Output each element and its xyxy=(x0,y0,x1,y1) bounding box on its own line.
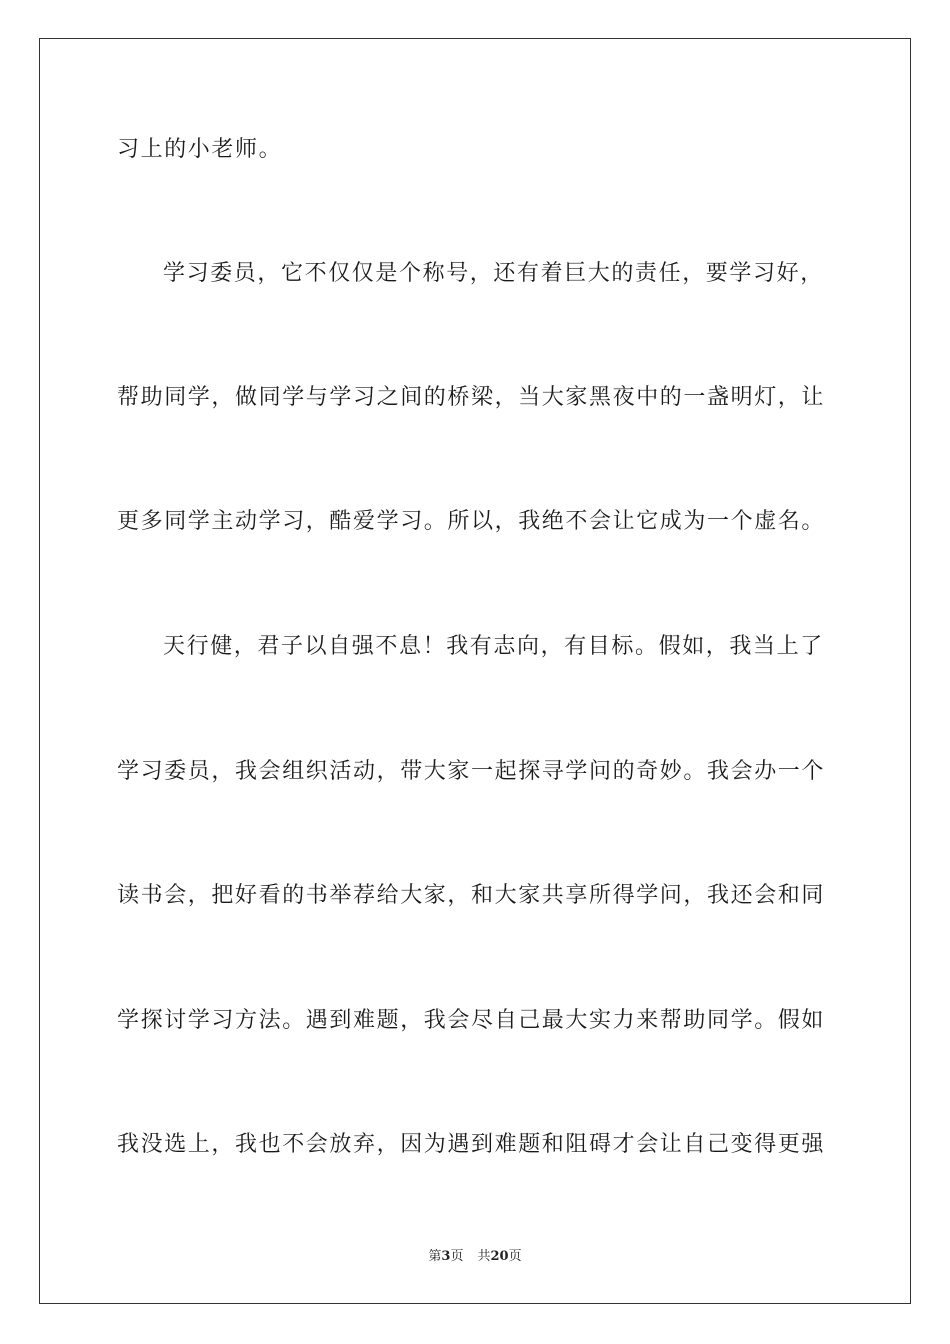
text-line-4: 更多同学主动学习，酷爱学习。所以，我绝不会让它成为一个虚名。 xyxy=(117,509,826,534)
footer-total-suffix: 页 xyxy=(508,1249,522,1264)
text-line-9: 我没选上，我也不会放弃，因为遇到难题和阻碍才会让自己变得更强 xyxy=(117,1132,826,1157)
text-line-7: 读书会，把好看的书举荐给大家，和大家共享所得学问，我还会和同 xyxy=(117,883,826,908)
text-line-8: 学探讨学习方法。遇到难题，我会尽自己最大实力来帮助同学。假如 xyxy=(117,1008,826,1033)
footer-prefix: 第 xyxy=(428,1249,442,1264)
footer-total-prefix: 共 xyxy=(477,1249,491,1264)
footer-page-suffix: 页 xyxy=(450,1249,464,1264)
footer-page-number: 3 xyxy=(441,1249,451,1264)
footer-total-pages: 20 xyxy=(490,1249,509,1264)
text-line-1: 习上的小老师。 xyxy=(117,137,283,162)
text-line-6: 学习委员，我会组织活动，带大家一起探寻学问的奇妙。我会办一个 xyxy=(117,759,826,784)
text-line-2: 学习委员，它不仅仅是个称号，还有着巨大的责任，要学习好， xyxy=(163,261,824,286)
text-line-5: 天行健，君子以自强不息！我有志向，有目标。假如，我当上了 xyxy=(163,634,824,659)
page-border xyxy=(39,38,911,1304)
text-line-3: 帮助同学，做同学与学习之间的桥梁，当大家黑夜中的一盏明灯，让 xyxy=(117,385,826,410)
page-footer xyxy=(0,1248,950,1266)
